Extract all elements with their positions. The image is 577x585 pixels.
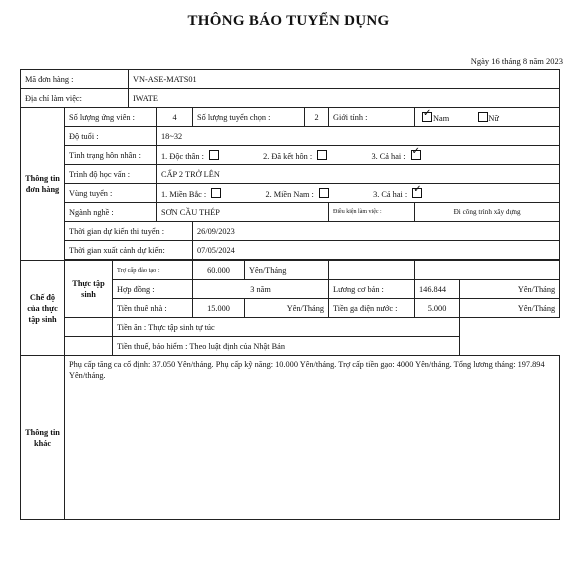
departure-value: 07/05/2024 [193, 241, 560, 260]
region-opt-both: 3. Cả hai : [373, 189, 408, 199]
salary-label: Lương cơ bản : [329, 280, 415, 299]
utility-label: Tiền ga điện nước : [329, 299, 415, 318]
order-code-label: Mã đơn hàng : [21, 70, 129, 89]
job-value: SƠN CẦU THÉP [157, 203, 329, 222]
tax-note: Tiền thuế, bảo hiểm : Theo luật định của Nhật Bản [113, 337, 460, 356]
contract-label: Hợp đồng : [113, 280, 193, 299]
checkbox-empty-icon[interactable] [317, 150, 327, 160]
age-label: Độ tuổi : [65, 127, 157, 146]
education-value: CẤP 2 TRỞ LÊN [157, 165, 560, 184]
marital-opt-single: 1. Độc thân : [161, 151, 204, 161]
checkbox-empty-icon[interactable] [319, 188, 329, 198]
recruitment-form [20, 69, 560, 520]
checkbox-empty-icon[interactable] [211, 188, 221, 198]
training-label: Trợ cấp đào tạo : [113, 261, 193, 280]
rent-unit: Yên/Tháng [245, 299, 329, 318]
checkbox-empty-icon[interactable] [478, 112, 488, 122]
region-label: Vùng tuyển : [65, 184, 157, 203]
selected-value: 2 [305, 108, 329, 127]
marital-opt-married: 2. Đã kết hôn : [263, 151, 313, 161]
salary-unit: Yên/Tháng [460, 280, 560, 299]
intern-sublabel: Thực tập sinh [65, 261, 113, 318]
conditions-value: Đi công trình xây dựng [415, 203, 560, 222]
departure-label: Thời gian xuất cảnh dự kiến: [65, 241, 193, 260]
job-label: Ngành nghề : [65, 203, 157, 222]
candidates-label: Số lượng ứng viên : [65, 108, 157, 127]
location-value: IWATE [129, 89, 560, 108]
contract-value: 3 năm [193, 280, 329, 299]
utility-value: 5.000 [415, 299, 460, 318]
gender-label: Giới tính : [329, 108, 415, 127]
rent-label: Tiền thuê nhà : [113, 299, 193, 318]
region-options [157, 184, 560, 203]
marital-label: Tình trạng hôn nhân : [65, 146, 157, 165]
region-opt-north: 1. Miền Bắc : [161, 189, 207, 199]
exam-value: 26/09/2023 [193, 222, 560, 241]
marital-opt-both: 3. Cả hai : [371, 151, 406, 161]
section-other-info: Thông tin khác [21, 356, 65, 520]
salary-value: 146.844 [415, 280, 460, 299]
other-info-text: Phụ cấp tăng ca cố định: 37.050 Yên/tháng. Phụ cấp kỹ năng: 10.000 Yên/tháng. Trợ cấp tiền gạo: 4000 Yên/tháng. Tổng lương tháng: 197.894 Yên/tháng. [65, 356, 560, 520]
notice-date: Ngày 16 tháng 8 năm 2023 [470, 56, 563, 66]
order-code-value: VN-ASE-MATS01 [129, 70, 560, 89]
selected-label: Số lượng tuyển chọn : [193, 108, 305, 127]
gender-female: Nữ [488, 113, 499, 123]
section-intern-regime: Chế độ của thực tập sinh [21, 261, 65, 356]
rent-value: 15.000 [193, 299, 245, 318]
education-label: Trình độ học vấn : [65, 165, 157, 184]
page-title: THÔNG BÁO TUYỂN DỤNG [187, 13, 390, 29]
training-unit: Yên/Tháng [245, 261, 329, 280]
candidates-value: 4 [157, 108, 193, 127]
marital-options [157, 146, 560, 165]
food-note: Tiền ăn : Thực tập sinh tự túc [113, 318, 460, 337]
checkbox-empty-icon[interactable] [209, 150, 219, 160]
checkbox-checked-icon[interactable]: ✓ [412, 188, 422, 198]
age-value: 18~32 [157, 127, 560, 146]
utility-unit: Yên/Tháng [460, 299, 560, 318]
checkbox-checked-icon[interactable]: ✓ [422, 112, 432, 122]
conditions-label: Điều kiện làm việc : [329, 203, 415, 222]
checkbox-checked-icon[interactable]: ✓ [411, 150, 421, 160]
gender-male: Nam [433, 113, 450, 123]
training-value: 60.000 [193, 261, 245, 280]
exam-label: Thời gian dự kiến thi tuyển : [65, 222, 193, 241]
section-order-info: Thông tin đơn hàng [21, 108, 65, 261]
region-opt-south: 2. Miền Nam : [265, 189, 314, 199]
gender-options [415, 108, 560, 127]
location-label: Địa chỉ làm việc: [21, 89, 129, 108]
